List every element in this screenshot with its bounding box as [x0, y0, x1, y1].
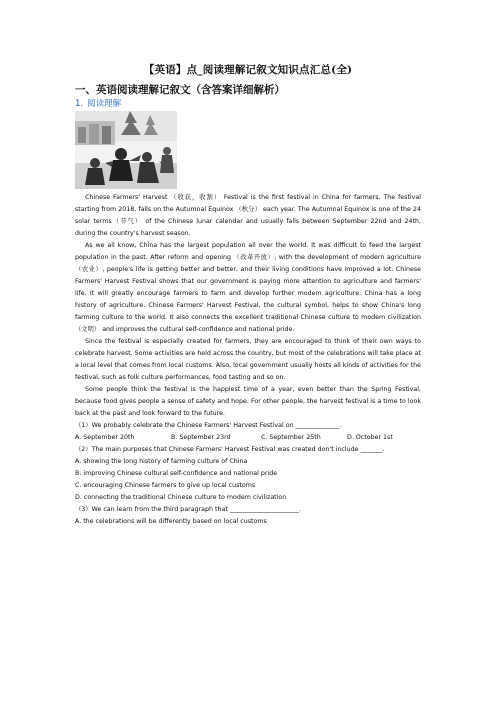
section-heading: 一、英语阅读理解记叙文（含答案详细解析） — [75, 84, 285, 96]
passage-paragraph-3: Since the festival is especially created for farmers, they are encouraged to think of their own ways to celebrate harvest. Some activities are held across the country, but most of the celebrations will take place at a local level that comes from local customs. Also, local government usually hosts all kinds of activities for the festival, such as folk culture performances, food tasting and so on. — [75, 338, 421, 381]
question-3: （3）We can learn from the third paragraph that ______________________. — [75, 506, 302, 513]
q1-option-a[interactable]: A. September 20th — [75, 434, 135, 441]
q1-option-d[interactable]: D. October 1st — [347, 434, 393, 441]
document-title: 【英语】点_阅读理解记叙文知识点汇总(全) — [143, 64, 353, 76]
passage-and-questions — [75, 192, 421, 528]
question-2: （2）The main purposes that Chinese Farmers' Harvest Festival was created don't include _______. — [75, 446, 385, 453]
passage-paragraph-4: Some people think the festival is the happiest time of a year, even better than the Spring Festival, because food gives people a sense of safety and hope. For other people, the harvest festival is a time to look back at the past and look forward to the future. — [75, 386, 421, 417]
harvest-festival-photo — [75, 111, 177, 189]
q1-option-c[interactable]: C. September 25th — [261, 434, 321, 441]
item-label: 阅读理解 — [87, 99, 122, 109]
question-item-heading — [75, 97, 121, 109]
q2-option-c[interactable]: C. encouraging Chinese farmers to give up local customs — [75, 482, 256, 489]
passage-paragraph-1: Chinese Farmers' Harvest （收获，收割） Festival is the first festival in China for farmers. The festival starting from 2018, falls on the Autumnal Equinox （秋分） each year. The Autumnal Equinox is one of the 24 solar terms（节气） of the Chinese lunar calendar and usually falls between September 22nd and 24th, during the country's harvest season. — [75, 194, 421, 237]
q2-option-b[interactable]: B. improving Chinese cultural self-confidence and national pride — [75, 470, 278, 477]
q2-option-a[interactable]: A. showing the long history of farming culture of China — [75, 458, 248, 465]
item-number: 1. — [75, 99, 84, 109]
question-1-options — [75, 432, 421, 444]
q2-option-d[interactable]: D. connecting the traditional Chinese culture to modem civilization — [75, 494, 287, 501]
harvest-dance-image — [75, 111, 177, 189]
q3-option-a[interactable]: A. the celebrations will be differently based on local customs — [75, 518, 267, 525]
q1-option-b[interactable]: B. September 23rd — [171, 434, 231, 441]
passage-paragraph-2: As we all know, China has the largest population all over the world. It was difficult to feed the largest population in the past. After reform and opening （改革开放）, with the development of modern agriculture （农业）, people's life is getting better and better, and their living conditions have improved a lot. Chinese Farmers' Harvest Festival shows that our government is paying more attention to agriculture and farmers' life. It will greatly encourage farmers to farm and develop further modem agriculture. China has a long history of agriculture. Chinese Farmers' Harvest Festival, the cultural symbol, helps to show China's long farming culture to the world. It also connects the excellent traditional Chinese culture to modem civilization （文明） and improves the cultural self-confidence and national pride. — [75, 242, 421, 333]
question-1: （1）We probably celebrate the Chinese Farmers' Harvest Festival on ______________. — [75, 422, 342, 429]
